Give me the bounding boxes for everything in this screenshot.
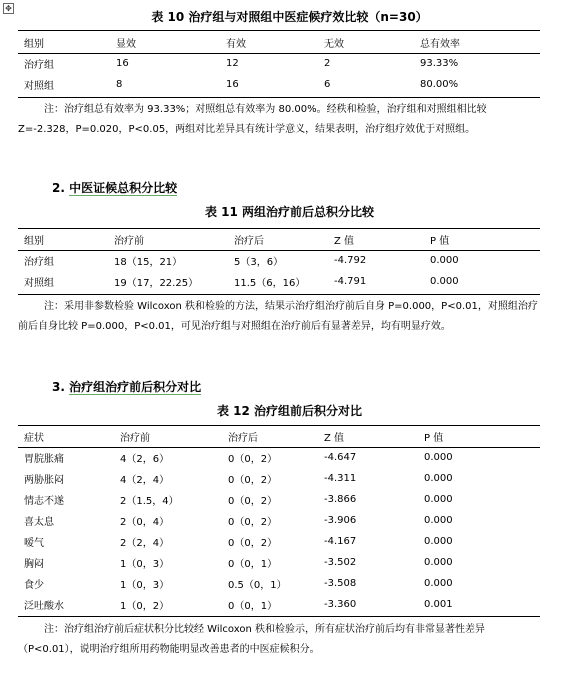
table10-header-row	[18, 32, 540, 53]
table-cell: 对照组	[24, 278, 54, 289]
table-cell: -3.508	[324, 578, 357, 589]
table-cell: 0.000	[430, 255, 459, 266]
table-row	[18, 447, 540, 468]
table11-header-cell: P 值	[430, 236, 450, 247]
table-cell: 1（0，3）	[120, 580, 170, 591]
table-cell: 0.000	[424, 536, 453, 547]
table-cell: 6	[324, 79, 331, 90]
table10-header-cell: 显效	[116, 39, 136, 50]
table-cell: 93.33%	[420, 58, 459, 69]
table-row	[18, 271, 540, 292]
table-cell: 0（0，2）	[228, 517, 278, 528]
table-cell: 2（0，4）	[120, 517, 170, 528]
table-cell: 治疗组	[24, 60, 54, 71]
table12-header-row	[18, 426, 540, 447]
table11-header-cell: 治疗后	[234, 236, 264, 247]
table-row	[18, 573, 540, 594]
table12-header-cell: 治疗后	[228, 433, 258, 444]
table-cell: -3.866	[324, 494, 357, 505]
table-cell: 4（2，4）	[120, 475, 170, 486]
table-cell: 0.001	[424, 599, 453, 610]
table11-header-row	[18, 229, 540, 250]
table-cell: 泛吐酸水	[24, 601, 64, 612]
table11-header-cell: 治疗前	[114, 236, 144, 247]
table12-header-cell: P 值	[424, 433, 444, 444]
table12-note: 注：治疗组治疗前后症状积分比较经 Wilcoxon 秩和检验示，所有症状治疗前后均有非常显著性差异（P<0.01），说明治疗组所用药物能明显改善患者的中医症候积分。	[18, 624, 485, 655]
table-cell: 胃脘胀痛	[24, 454, 64, 465]
table12-caption: 表 12 治疗组前后积分对比	[216, 404, 363, 418]
table11	[18, 229, 540, 292]
table-cell: 治疗组	[24, 257, 54, 268]
table-row	[18, 468, 540, 489]
section-heading: 3. 治疗组治疗前后积分对比	[52, 380, 202, 394]
table-row	[18, 53, 540, 74]
table12-header-cell: 症状	[24, 433, 44, 444]
table12	[18, 426, 540, 615]
table-cell: 胸闷	[24, 559, 44, 570]
table-cell: 喜太息	[24, 517, 54, 528]
table-cell: 4（2，6）	[120, 454, 170, 465]
table-cell: 12	[226, 58, 239, 69]
table-cell: -4.791	[334, 276, 367, 287]
table-cell: 5（3，6）	[234, 257, 284, 268]
table-cell: 16	[116, 58, 129, 69]
table-cell: 0.000	[424, 452, 453, 463]
table-cell: 0（0，1）	[228, 559, 278, 570]
table-cell: -4.647	[324, 452, 357, 463]
table-cell: -4.311	[324, 473, 357, 484]
table-cell: -3.360	[324, 599, 357, 610]
table-cell: 0（0，2）	[228, 475, 278, 486]
table10	[18, 32, 540, 95]
table-row	[18, 552, 540, 573]
table-row	[18, 74, 540, 95]
table-row	[18, 489, 540, 510]
table12-bottom-rule	[18, 616, 540, 617]
table-cell: 0（0，2）	[228, 454, 278, 465]
table-cell: 2（1.5，4）	[120, 496, 179, 507]
table-row	[18, 510, 540, 531]
table11-bottom-rule	[18, 294, 540, 295]
table11-header-cell: 组别	[24, 236, 44, 247]
table-cell: 对照组	[24, 81, 54, 92]
table-cell: 1（0，3）	[120, 559, 170, 570]
table10-note: 注：治疗组总有效率为 93.33%；对照组总有效率为 80.00%。经秩和检验，治疗组和对照组相比较 Z=-2.328，P=0.020，P<0.05，两组对比差异具有统计学意义，结果表明，治疗组疗效优于对照组。	[18, 104, 487, 135]
table-cell: 0.000	[424, 515, 453, 526]
section-heading: 2. 中医证候总积分比较	[52, 181, 178, 195]
table10-header-cell: 总有效率	[420, 39, 460, 50]
table-cell: -3.502	[324, 557, 357, 568]
move-handle-icon[interactable]: ✥	[3, 3, 14, 14]
table-cell: 0（0，2）	[228, 538, 278, 549]
table-row	[18, 531, 540, 552]
table12-header-cell: Z 值	[324, 433, 345, 444]
table-cell: 16	[226, 79, 239, 90]
table-cell: 2	[324, 58, 331, 69]
table-cell: 两胁胀闷	[24, 475, 64, 486]
table12-header-cell: 治疗前	[120, 433, 150, 444]
table-cell: 0.000	[424, 578, 453, 589]
table-cell: 0.5（0，1）	[228, 580, 287, 591]
table-cell: -4.792	[334, 255, 367, 266]
table-cell: 情志不遂	[24, 496, 64, 507]
table11-caption: 表 11 两组治疗前后总积分比较	[204, 205, 375, 219]
table-cell: 2（2，4）	[120, 538, 170, 549]
table-cell: 0.000	[430, 276, 459, 287]
table-cell: 0（0，2）	[228, 496, 278, 507]
table-cell: 0.000	[424, 557, 453, 568]
table10-header-cell: 组别	[24, 39, 44, 50]
table-row	[18, 250, 540, 271]
table-cell: 19（17，22.25）	[114, 278, 199, 289]
table-row	[18, 594, 540, 615]
table-cell: -3.906	[324, 515, 357, 526]
table-cell: -4.167	[324, 536, 357, 547]
table10-bottom-rule	[18, 97, 540, 98]
table11-note: 注：采用非参数检验 Wilcoxon 秩和检验的方法，结果示治疗组治疗前后自身 P=0.000，P<0.01，对照组治疗前后自身比较 P=0.000，P<0.01，可见治疗组与对照组在治疗前后有显著差异，均有明显疗效。	[18, 301, 538, 332]
table-cell: 0.000	[424, 494, 453, 505]
table10-caption: 表 10 治疗组与对照组中医症候疗效比较（n=30）	[151, 10, 428, 24]
table10-header-cell: 有效	[226, 39, 246, 50]
table-cell: 8	[116, 79, 123, 90]
table-cell: 1（0，2）	[120, 601, 170, 612]
table10-header-cell: 无效	[324, 39, 344, 50]
table-cell: 嗳气	[24, 538, 44, 549]
table-cell: 食少	[24, 580, 44, 591]
table-cell: 0.000	[424, 473, 453, 484]
table-cell: 80.00%	[420, 79, 459, 90]
table-cell: 11.5（6，16）	[234, 278, 306, 289]
table-cell: 0（0，1）	[228, 601, 278, 612]
table11-header-cell: Z 值	[334, 236, 355, 247]
table10-top-rule	[18, 30, 540, 31]
table-cell: 18（15，21）	[114, 257, 183, 268]
